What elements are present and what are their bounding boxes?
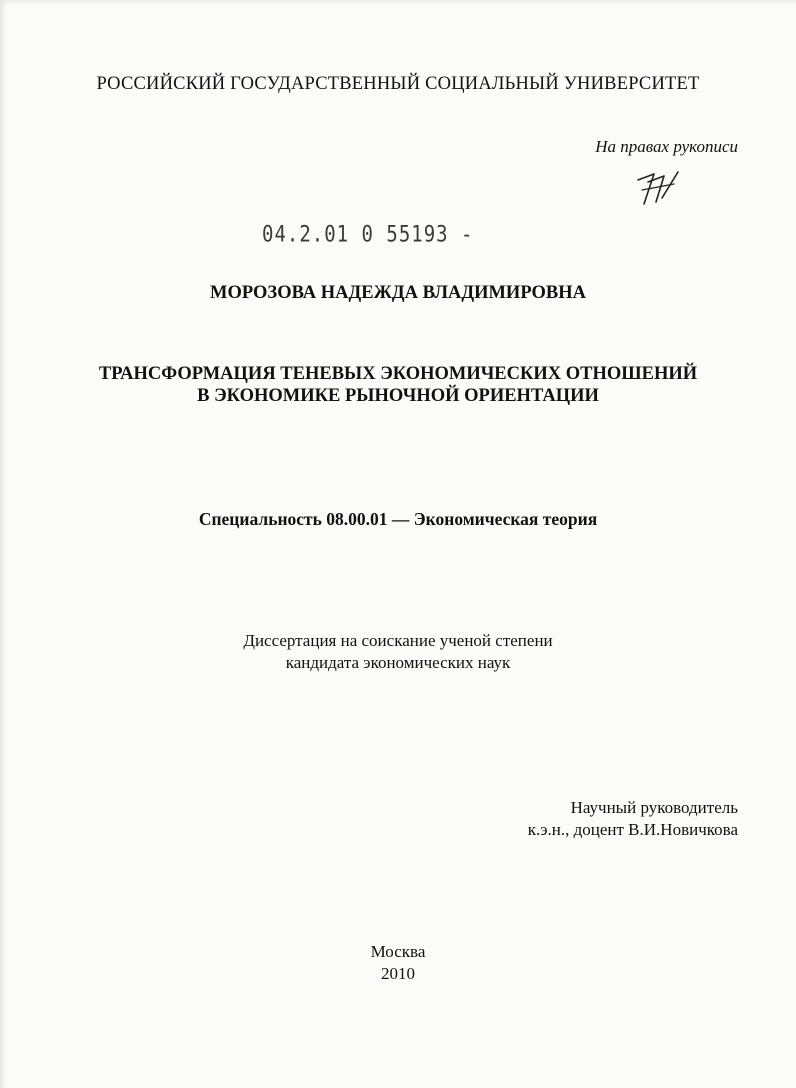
archive-stamp-number: 04.2.01 0 55193 - — [262, 222, 474, 248]
manuscript-note: На правах рукописи — [595, 137, 738, 156]
city: Москва — [370, 942, 426, 961]
author-name: МОРОЗОВА НАДЕЖДА ВЛАДИМИРОВНА — [210, 283, 586, 303]
scan-edge-top — [0, 0, 796, 5]
degree-line-1: Диссертация на соискание ученой степени — [243, 631, 553, 650]
dissertation-title-line-1: ТРАНСФОРМАЦИЯ ТЕНЕВЫХ ЭКОНОМИЧЕСКИХ ОТНОШЕНИЙ — [98, 364, 698, 384]
specialty: Специальность 08.00.01 — Экономическая теория — [198, 509, 598, 529]
scan-edge-left — [0, 0, 6, 1088]
dissertation-title-line-2: В ЭКОНОМИКЕ РЫНОЧНОЙ ОРИЕНТАЦИИ — [197, 386, 599, 406]
supervisor-name: к.э.н., доцент В.И.Новичкова — [527, 820, 738, 839]
degree-line-2: кандидата экономических наук — [285, 653, 511, 672]
university-name: РОССИЙСКИЙ ГОСУДАРСТВЕННЫЙ СОЦИАЛЬНЫЙ УНИВЕРСИТЕТ — [96, 74, 700, 94]
supervisor-label: Научный руководитель — [570, 798, 738, 817]
year: 2010 — [381, 964, 415, 983]
handwritten-signature-icon — [634, 168, 686, 210]
